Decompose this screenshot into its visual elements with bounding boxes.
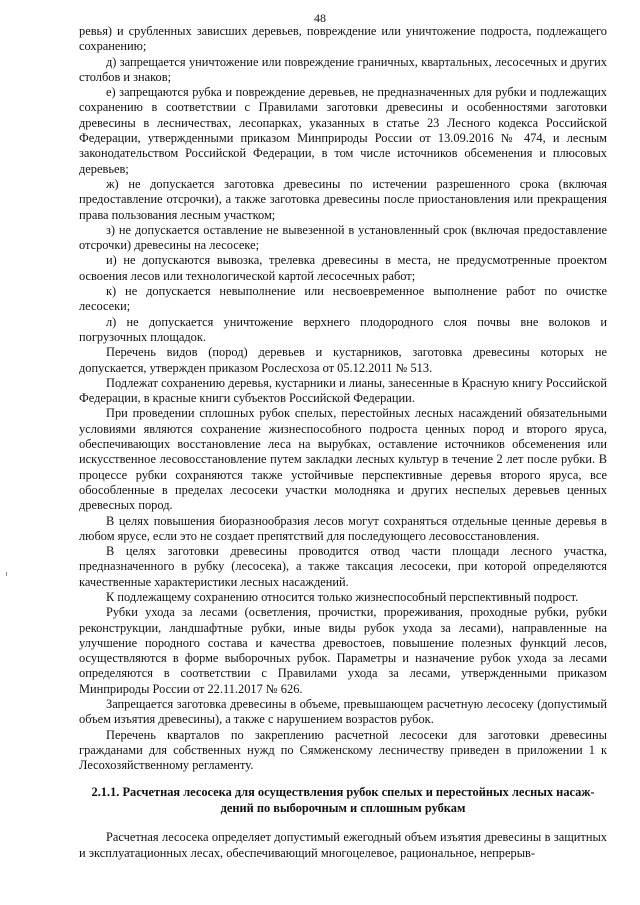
paragraph-item-z: з) не допускается оставление не вывезенной в установленный срок (включая предоставление отсрочки) древесины на лесосеке; (79, 222, 607, 253)
paragraph-item-d: д) запрещается уничтожение или повреждение граничных, квартальных, лесосечных и других столбов и знаков; (79, 54, 607, 84)
tail-text (79, 829, 607, 861)
body-text (79, 24, 607, 774)
paragraph-continuation: ревья) и срубленных зависших деревьев, повреждение или уничтожение подроста, подлежащего сохранению; (79, 24, 607, 54)
paragraph-prohibited-species: Перечень видов (пород) деревьев и кустарников, заготовка древесины которых не допускается, утвержден приказом Рослесхоза от 05.12.2011 № 513. (79, 345, 607, 375)
paragraph-item-e: е) запрещаются рубка и повреждение деревьев, не предназначенных для рубки и подлежащих сохранению в соответствии с Правилами заготовки древесины и особенностями заготовки древесины в лесничествах, лесопарках, указанных в статье 23 Лесного кодекса Российской Федерации, утвержденными приказом Минприроды России от 13.09.2016 № 474, и лесным законодательством Российской Федерации, в том числе источников обсеменения и плюсовых деревьев; (79, 85, 607, 176)
paragraph-undergrowth: К подлежащему сохранению относится только жизнеспособный перспективный подрост. (106, 589, 579, 604)
paragraph-clear-cutting: При проведении сплошных рубок спелых, перестойных лесных насаждений обязательными условиями являются сохранение жизнеспособного подроста ценных пород и второго яруса, обеспечивающих восстановление леса на вырубках, оставление источников обсеменения или искусственное лесовосстановление путем закладки лесных культур в течение 2 лет после рубки. В процессе рубки сохраняются также устойчивые перспективные деревья второго яруса, все обособленные в пределах лесосеки участки молодняка и других неспелых деревьев ценных древесных пород. (79, 406, 607, 513)
paragraph-quarters-list: Перечень кварталов по закреплению расчетной лесосеки для заготовки древесины гражданами для собственных нужд по Сямженскому лесничеству приведен в приложении 1 к Лесохозяйственному регламенту. (79, 727, 607, 773)
paragraph-red-book: Подлежат сохранению деревья, кустарники и лианы, занесенные в Красную книгу Российской Федерации, в красные книги субъектов Российской Федерации. (79, 375, 607, 406)
paragraph-care-cutting: Рубки ухода за лесами (осветления, прочистки, прореживания, проходные рубки, рубки реконструкции, ландшафтные рубки, иные виды рубок ухода за лесами), направленные на улучшение породного состава и качества древостоев, повышение полезных функций лесов, осуществляются в форме выборочных рубок. Параметры и назначение рубок ухода за лесами определяются в соответствии с Правилами ухода за лесами, утвержденными приказом Минприроды России от 22.11.2017 № 626. (79, 605, 607, 696)
paragraph-biodiversity: В целях повышения биоразнообразия лесов могут сохраняться отдельные ценные деревья в любом ярусе, если это не создает препятствий для последующего лесовосстановления. (79, 513, 607, 543)
paragraph-item-k: к) не допускается невыполнение или несвоевременное выполнение работ по очистке лесосеки; (79, 284, 607, 314)
paragraph-item-i: и) не допускаются вывозка, трелевка древесины в места, не предусмотренные проектом освоения лесов или технологической картой лесосечных работ; (79, 253, 607, 283)
section-heading-line1: 2.1.1. Расчетная лесосека для осуществления рубок спелых и перестойных лесных насаж- (91, 785, 595, 799)
paragraph-item-zh: ж) не допускается заготовка древесины по истечении разрешенного срока (включая предоставление отсрочки), а также заготовка древесины после приостановления или прекращения права пользования лесным участком; (79, 176, 607, 222)
paragraph-allowable-cut: Расчетная лесосека определяет допустимый ежегодный объем изъятия древесины в защитных и эксплуатационных лесах, обеспечивающий многоцелевое, рациональное, непрерыв- (79, 830, 607, 860)
section-heading-line2: дений по выборочным и сплошным рубкам (220, 801, 466, 815)
paragraph-allotment: В целях заготовки древесины проводится отвод части площади лесного участка, предназначенного в рубку (лесосека), а также таксация лесосеки, при которой определяются качественные характеристики лесных насаждений. (79, 544, 607, 589)
paragraph-item-l: л) не допускается уничтожение верхнего плодородного слоя почвы вне волоков и погрузочных площадок. (79, 314, 607, 344)
margin-mark (6, 572, 7, 576)
paragraph-prohibition-volume: Запрещается заготовка древесины в объеме, превышающем расчетную лесосеку (допустимый объем изъятия древесины), а также с нарушением возрастов рубок. (79, 697, 607, 727)
page-number: 48 (314, 11, 326, 25)
section-heading (79, 784, 607, 816)
